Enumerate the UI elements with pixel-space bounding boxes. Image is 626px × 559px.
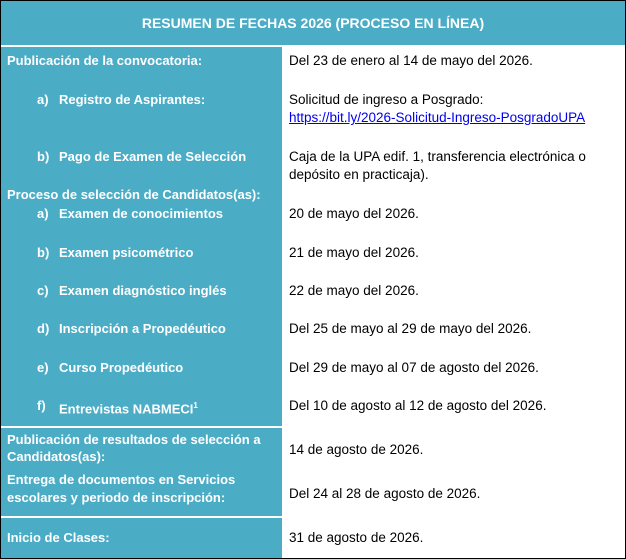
publicacion-label: Publicación de la convocatoria: (7, 53, 203, 68)
inicio-value: 31 de agosto de 2026. (289, 530, 424, 545)
left-column-main (1, 47, 282, 426)
registro-link[interactable]: https://bit.ly/2026-Solicitud-Ingreso-PosgradoUPA (289, 110, 586, 125)
proceso-item-text: Examen diagnóstico inglés (59, 283, 227, 298)
proceso-item-value: Del 29 de mayo al 07 de agosto del 2026. (289, 360, 539, 375)
pago-label: Pago de Examen de Selección (59, 149, 247, 164)
pago-letter: b) (37, 149, 50, 164)
pago-value-line2: depósito en practicaja). (289, 167, 429, 182)
proceso-item-text: Inscripción a Propedéutico (59, 321, 226, 336)
proceso-item-text: Examen de conocimientos (59, 206, 223, 221)
right-column-inicio (283, 518, 625, 558)
registro-value: Solicitud de ingreso a Posgrado: (289, 92, 484, 107)
entrega-label-line1: Entrega de documentos en Servicios (7, 472, 236, 487)
footnote-marker: 1 (193, 401, 198, 410)
inicio-label: Inicio de Clases: (7, 530, 110, 545)
proceso-item-value: 20 de mayo del 2026. (289, 206, 419, 221)
registro-link-wrap (289, 109, 585, 126)
proceso-item-text: Examen psicométrico (59, 245, 194, 260)
left-column-results (1, 428, 282, 516)
proceso-label: Proceso de selección de Candidatos(as): (7, 187, 261, 202)
pago-value-line1: Caja de la UPA edif. 1, transferencia electrónica o (289, 149, 586, 164)
registro-label: Registro de Aspirantes: (59, 92, 206, 107)
proceso-item-letter: c) (37, 283, 49, 298)
registro-letter: a) (37, 92, 49, 107)
publicacion-value: Del 23 de enero al 14 de mayo del 2026. (289, 53, 533, 68)
proceso-item-text (59, 397, 198, 417)
proceso-item-letter: f) (37, 398, 46, 413)
proceso-item-letter: d) (37, 321, 50, 336)
resultados-label-line1: Publicación de resultados de selección a (7, 432, 261, 447)
proceso-item-letter: b) (37, 245, 50, 260)
left-column-inicio (1, 518, 282, 558)
proceso-item-text: Curso Propedéutico (59, 360, 184, 375)
right-column-results (283, 428, 625, 516)
right-column-main (283, 47, 625, 426)
entrega-label-line2: escolares y periodo de inscripción: (7, 490, 226, 505)
proceso-item-letter: e) (37, 360, 49, 375)
proceso-item-value: 21 de mayo del 2026. (289, 245, 419, 260)
proceso-item-letter: a) (37, 206, 49, 221)
column-divider (282, 46, 283, 558)
table-title: RESUMEN DE FECHAS 2026 (PROCESO EN LÍNEA) (1, 1, 625, 47)
proceso-item-value: Del 10 de agosto al 12 de agosto del 2026. (289, 398, 547, 413)
entrega-value: Del 24 al 28 de agosto de 2026. (289, 486, 481, 501)
proceso-item-value: Del 25 de mayo al 29 de mayo del 2026. (289, 321, 532, 336)
resultados-value: 14 de agosto de 2026. (289, 442, 424, 457)
entrevistas-label: Entrevistas NABMECI (59, 401, 194, 417)
resultados-label-line2: Candidatos(as): (7, 449, 106, 464)
proceso-item-value: 22 de mayo del 2026. (289, 283, 419, 298)
